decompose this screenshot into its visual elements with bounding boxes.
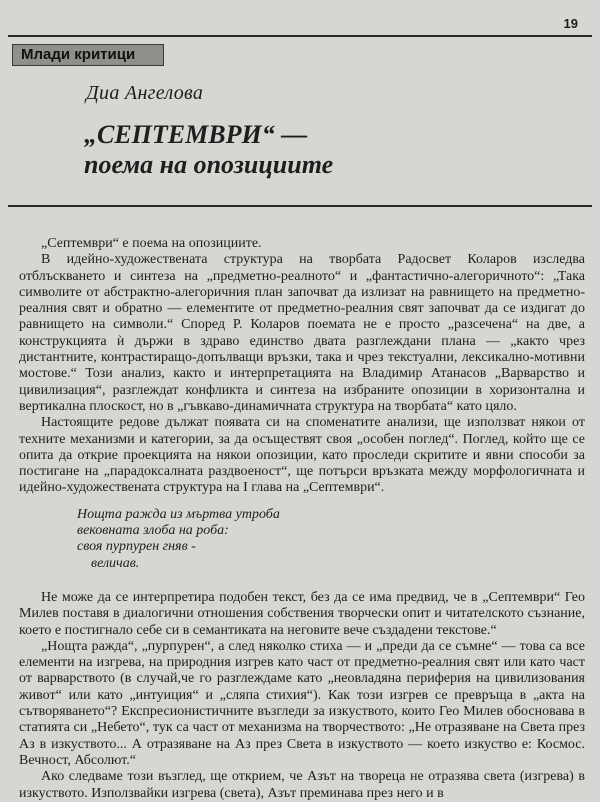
title-line-1: „СЕПТЕМВРИ“ — — [84, 120, 308, 149]
paragraph-1: „Септември“ е поема на опозициите. — [41, 236, 262, 251]
article-title — [84, 120, 333, 180]
paragraph-2: В идейно-художествената структура на творбата Радосвет Коларов изследва отблъскването и синтеза на „предметно-реалното“ и „фантастично-алегоричното“: „Така символите от абстрактно-алегоричния план започват да излизат на равнището на предметно-реалния свят и обратно — елементите от предметно-реалния свят започват да се издигат до равнището на символи.“ Според Р. Коларов поемата не е просто „разсечена“ на две, а конструкцията ѝ държи в здраво единство двата разглеждани плана — „както чрез дистантните, контрастиращо-допълващи връзки, така и чрез текстуални, лексикално-мотивни мостове.“ Този анализ, както и интерпретацията на Владимир Атанасов „Варварство и цивилизация“, разглеждат конфликта и синтеза на избраните опозиции в хоризонтална и вертикална плоскост, но в „гъвкаво-динамичната структура на творбата“ като цяло. — [19, 252, 585, 414]
header-rule — [8, 35, 592, 37]
verse-line-2: вековната злоба на роба: — [77, 523, 229, 539]
paragraph-5: „Нощта ражда“, „пурпурен“, а след няколко стиха — и „преди да се съмне“ — това са все елементи на изгрева, на природния изгрев като част от предметно-реалния свят или като част от варварството (в случай,че го разглеждаме като „неовладяна периферия на цивилизования живот“ или като „интуиция“ и „сляпа стихия“). Как този изгрев се превръща в „акта на сътворяването“? Експресионистичните възгледи за изкуството, които Гео Милев обосновава в статията си „Небето“, тук са част от механизма на творчеството: „Не отразяване на Света през Аз в изкуството... А отразяване на Аз през Света в изкуството — което изкуство е: Космос. Вечност, Абсолют.“ — [19, 638, 585, 768]
title-rule — [8, 205, 592, 207]
section-rubric — [12, 44, 164, 66]
verse-line-3: своя пурпурен гняв - — [77, 539, 196, 555]
paragraph-4: Не може да се интерпретира подобен текст, без да се има предвид, че в „Септември“ Гео Милев поставя в диалогични отношения собствения творчески опит и читателското съзнание, което е постигнало себе си в семантиката на неговите вече създадени текстове.“ — [19, 589, 585, 638]
title-line-2: поема на опозициите — [84, 150, 334, 179]
verse-quote — [77, 507, 585, 572]
paragraph-6: Ако следваме този възглед, ще открием, че Азът на твореца не отразява света (изгрева) в изкуството. Използвайки изгрева (света), Азът преминава през него и в — [19, 769, 585, 801]
rubric-label: Млади критици — [21, 46, 136, 63]
article-body — [19, 236, 585, 802]
verse-line-4: величав. — [91, 555, 140, 571]
page-number: 19 — [563, 16, 578, 31]
paragraph-3: Настоящите редове дължат появата си на споменатите анализи, ще използват някои от техните механизми и категории, за да осъществят своя „особен поглед“. Поглед, който ще се опита да открие проекцията на някои опозиции, като проследи скритите и явни способи за постигане на „парадоксалната раздвоеност“, ще потърси връзката между морфологичната и идейно-художествената структура на I глава на „Септември“. — [19, 415, 585, 496]
article-author: Диа Ангелова — [86, 82, 204, 104]
verse-line-1: Нощта ражда из мъртва утроба — [77, 506, 280, 522]
